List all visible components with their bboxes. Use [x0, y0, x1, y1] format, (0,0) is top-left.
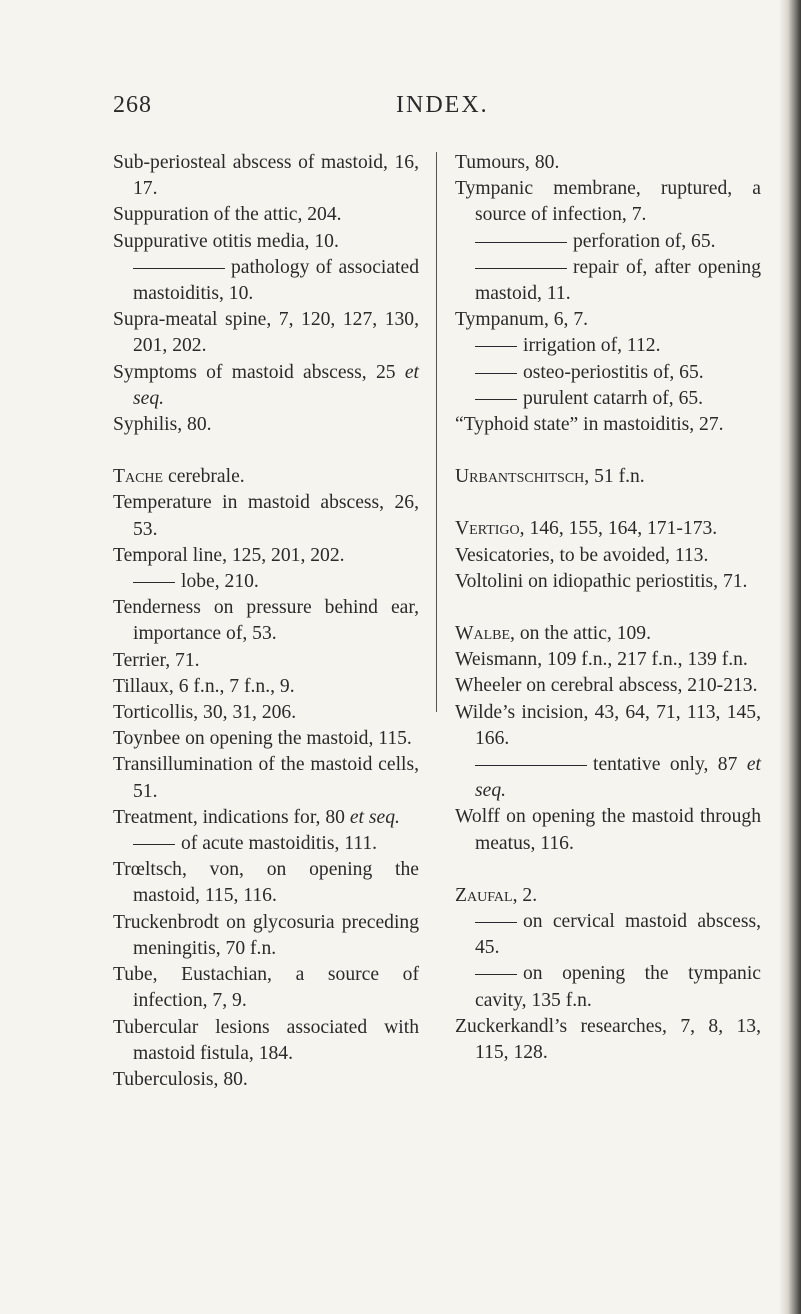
entry-text: Tubercular lesions associated with mastoid fistula, 184.: [113, 1016, 419, 1064]
index-entry: [455, 255, 761, 307]
index-entry: [455, 961, 761, 1013]
index-entry: [113, 831, 419, 857]
index-entry: [455, 543, 761, 569]
entry-gap: [113, 438, 419, 464]
index-entry: [113, 412, 419, 438]
entry-text: Truckenbrodt on glycosuria preceding meningitis, 70 f.n.: [113, 911, 419, 959]
entry-text: Supra-meatal spine, 7, 120, 127, 130, 201, 202.: [113, 309, 419, 357]
page-edge-shadow: [779, 0, 801, 1314]
ditto-dash: [475, 242, 567, 243]
entry-italic: et seq.: [133, 361, 419, 409]
entry-text: Weismann, 109 f.n., 217 f.n., 139 f.n.: [455, 649, 748, 671]
entry-text: pathology of associated mastoiditis, 10.: [133, 256, 419, 305]
ditto-dash: [475, 974, 517, 975]
entry-text: Temperature in mastoid abscess, 26, 53.: [113, 492, 419, 540]
ditto-dash: [133, 582, 175, 583]
index-entry: [455, 752, 761, 804]
ditto-dash: [133, 268, 225, 269]
entry-text: Tympanic membrane, ruptured, a source of infection, 7.: [455, 178, 761, 226]
letter-heading: Vertigo: [455, 518, 520, 540]
index-entry: [113, 910, 419, 962]
column-divider: [436, 152, 437, 712]
entry-text: Wilde’s incision, 43, 64, 71, 113, 145, 166.: [455, 701, 761, 749]
ditto-dash: [475, 922, 517, 923]
index-entry: [113, 490, 419, 542]
index-entry: [113, 752, 419, 804]
index-entry: [455, 673, 761, 699]
index-entry: [455, 333, 761, 359]
ditto-dash: [475, 346, 517, 347]
entry-text: purulent catarrh of, 65.: [523, 387, 704, 409]
entry-text: Suppurative otitis media, 10.: [113, 230, 339, 252]
index-column-right: [455, 150, 761, 1066]
index-entry: [455, 150, 761, 176]
index-entry: [455, 176, 761, 228]
entry-text: , 51 f.n.: [584, 466, 645, 488]
index-entry: [113, 674, 419, 700]
index-entry: [455, 229, 761, 255]
running-title: INDEX.: [396, 92, 489, 118]
letter-heading: Zaufal: [455, 884, 513, 906]
index-entry: [113, 1015, 419, 1067]
index-entry: [113, 229, 419, 255]
entry-text: Toynbee on opening the mastoid, 115.: [113, 728, 412, 750]
index-entry: [455, 700, 761, 752]
entry-text: tentative only, 87: [593, 754, 738, 776]
entry-italic: et seq.: [475, 754, 761, 802]
letter-heading: Tache: [113, 466, 164, 488]
entry-text: of acute mastoiditis, 111.: [181, 833, 378, 855]
letter-heading: Walbe: [455, 623, 511, 645]
entry-text: on opening the tympanic cavity, 135 f.n.: [475, 963, 761, 1011]
index-entry: [455, 412, 761, 438]
entry-gap: [455, 595, 761, 621]
entry-text: osteo-periostitis of, 65.: [523, 361, 704, 383]
index-entry: [113, 805, 419, 831]
index-entry: [113, 543, 419, 569]
ditto-dash: [475, 268, 567, 269]
ditto-dash: [475, 399, 517, 400]
index-entry: [113, 255, 419, 307]
index-entry: [455, 307, 761, 333]
entry-text: , 2.: [512, 884, 538, 906]
entry-text: Voltolini on idiopathic periostitis, 71.: [455, 570, 748, 592]
index-entry: [455, 647, 761, 673]
index-entry: [113, 726, 419, 752]
entry-text: Torticollis, 30, 31, 206.: [113, 702, 297, 724]
index-entry: [455, 909, 761, 961]
entry-text: Wolff on opening the mastoid through meatus, 116.: [455, 806, 761, 854]
index-entry: [113, 1067, 419, 1093]
entry-gap: [455, 857, 761, 883]
entry-text: Sub-periosteal abscess of mastoid, 16, 17.: [113, 152, 419, 200]
index-entry: [113, 360, 419, 412]
index-entry: [455, 464, 761, 490]
index-entry: [113, 307, 419, 359]
entry-text: Transillumination of the mastoid cells, 51.: [113, 754, 419, 802]
entry-text: Tumours, 80.: [455, 152, 560, 173]
index-entry: [113, 595, 419, 647]
index-entry: [455, 804, 761, 856]
entry-text: , on the attic, 109.: [510, 623, 651, 645]
entry-text: Zuckerkandl’s researches, 7, 8, 13, 115, 128.: [455, 1015, 761, 1064]
index-entry: [113, 962, 419, 1014]
entry-text: Tillaux, 6 f.n., 7 f.n., 9.: [113, 675, 295, 697]
index-entry: [455, 621, 761, 647]
ditto-dash: [133, 844, 175, 845]
entry-text: perforation of, 65.: [573, 230, 716, 252]
entry-italic: et seq.: [349, 806, 400, 828]
entry-text: Wheeler on cerebral abscess, 210-213.: [455, 675, 758, 697]
page-header: [0, 92, 801, 122]
entry-text: Trœltsch, von, on opening the mastoid, 115, 116.: [113, 859, 419, 907]
entry-text: Tuberculosis, 80.: [113, 1068, 248, 1090]
entry-text: Suppuration of the attic, 204.: [113, 204, 342, 226]
entry-text: “Typhoid state” in mastoiditis, 27.: [455, 414, 724, 436]
index-entry: [113, 857, 419, 909]
index-entry: [455, 1014, 761, 1066]
ditto-dash: [475, 765, 587, 766]
entry-text: , 146, 155, 164, 171-173.: [519, 518, 718, 540]
entry-text: cerebrale.: [163, 466, 245, 488]
entry-text: Symptoms of mastoid abscess, 25: [113, 361, 396, 383]
entry-text: Vesicatories, to be avoided, 113.: [455, 544, 709, 566]
index-entry: [113, 464, 419, 490]
index-entry: [113, 648, 419, 674]
entry-text: Tenderness on pressure behind ear, importance of, 53.: [113, 597, 419, 645]
entry-text: irrigation of, 112.: [523, 335, 661, 357]
letter-heading: Urbantschitsch: [455, 466, 585, 488]
entry-text: Tympanum, 6, 7.: [455, 309, 589, 331]
index-entry: [113, 150, 419, 202]
page-number: 268: [113, 92, 152, 118]
entry-gap: [455, 490, 761, 516]
index-entry: [113, 202, 419, 228]
entry-text: Temporal line, 125, 201, 202.: [113, 544, 345, 566]
index-entry: [455, 516, 761, 542]
ditto-dash: [475, 373, 517, 374]
entry-text: Syphilis, 80.: [113, 414, 212, 436]
index-entry: [455, 883, 761, 909]
entry-gap: [455, 438, 761, 464]
index-column-left: [113, 150, 419, 1093]
index-entry: [113, 700, 419, 726]
entry-text: repair of, after opening mastoid, 11.: [475, 256, 761, 305]
entry-text: Treatment, indications for, 80: [113, 806, 345, 828]
index-entry: [455, 386, 761, 412]
entry-text: lobe, 210.: [181, 571, 259, 593]
index-entry: [113, 569, 419, 595]
entry-text: Tube, Eustachian, a source of infection, 7, 9.: [113, 964, 419, 1012]
index-entry: [455, 569, 761, 595]
index-entry: [455, 360, 761, 386]
entry-text: on cervical mastoid abscess, 45.: [475, 911, 761, 959]
entry-text: Terrier, 71.: [113, 649, 200, 671]
